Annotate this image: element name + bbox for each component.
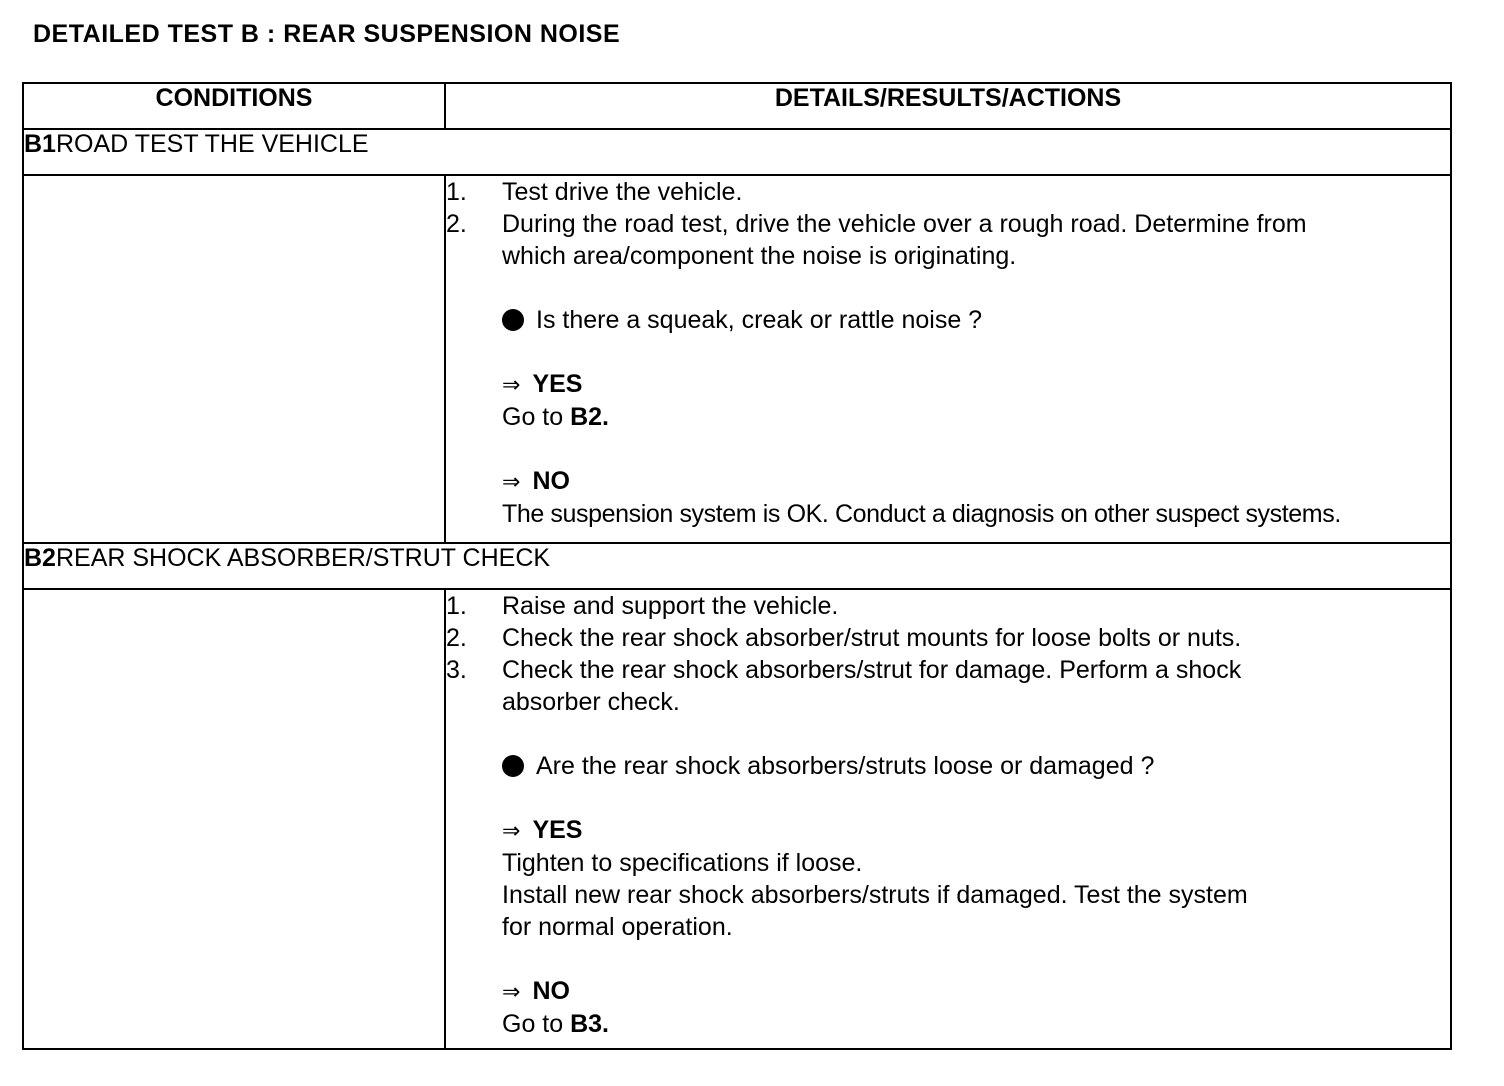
yes-branch-b1 [446,368,1450,401]
conditions-header: CONDITIONS [23,83,445,129]
item-number: 3. [446,656,467,684]
step-reference: B2. [570,403,609,431]
step-title-text: REAR SHOCK ABSORBER/STRUT CHECK [55,544,551,572]
answer-label: NO [532,467,570,495]
question-text: Is there a squeak, creak or rattle noise ? [536,306,983,334]
answer-label: YES [532,816,583,844]
action-text: The suspension system is OK. Conduct a diagnosis on other suspect systems. [502,500,1341,528]
step-code: B2 [24,544,56,572]
conditions-cell-b1 [23,175,445,543]
step-title-b1 [23,129,1451,175]
action-text: Go to [502,403,571,431]
item-text: Check the rear shock absorbers/strut for damage. Perform a shock absorber check. [502,656,1242,716]
yes-action-b2-line1: Tighten to specifications if loose. [502,849,863,877]
diagnostic-table [22,82,1452,1050]
step-body-row-b1 [23,175,1451,543]
step-body-row-b2 [23,589,1451,1049]
details-header: DETAILS/RESULTS/ACTIONS [445,83,1451,129]
conditions-cell-b2 [23,589,445,1049]
answer-label: YES [532,370,583,398]
yes-branch-b2 [446,814,1450,847]
answer-label: NO [532,977,570,1005]
step-code: B1 [24,130,56,158]
item-text: Check the rear shock absorber/strut mounts for loose bolts or nuts. [502,624,1242,652]
no-action-b1 [446,498,1450,530]
arrow-icon: ⇒ [502,818,521,843]
item-number: 1. [446,178,467,206]
item-number: 2. [446,210,467,238]
bullet-icon [502,755,524,777]
question-b1 [446,304,1450,336]
step-reference: B3. [570,1010,609,1038]
item-number: 1. [446,592,467,620]
yes-action-b2-line2: Install new rear shock absorbers/struts if damaged. Test the system for normal operation. [502,881,1248,941]
action-text: Go to [502,1010,571,1038]
no-branch-b2 [446,975,1450,1008]
step-title-b2 [23,543,1451,589]
step-title-text: ROAD TEST THE VEHICLE [55,130,369,158]
table-header-row [23,83,1451,129]
details-cell-b2 [445,589,1451,1049]
step-title-row-b1 [23,129,1451,175]
list-item [446,654,1450,718]
details-cell-b1 [445,175,1451,543]
no-branch-b1 [446,465,1450,498]
list-item [446,176,1450,208]
arrow-icon: ⇒ [502,372,521,397]
step-title-row-b2 [23,543,1451,589]
bullet-icon [502,309,524,331]
list-item [446,208,1450,272]
item-text: Test drive the vehicle. [502,178,743,206]
question-b2 [446,750,1450,782]
page-title: DETAILED TEST B : REAR SUSPENSION NOISE [33,20,621,48]
item-text: Raise and support the vehicle. [502,592,839,620]
item-number: 2. [446,624,467,652]
list-item [446,590,1450,622]
list-item [446,622,1450,654]
no-action-b2 [446,1008,1450,1040]
arrow-icon: ⇒ [502,979,521,1004]
item-text: During the road test, drive the vehicle over a rough road. Determine from which area/component the noise is originating. [502,210,1307,270]
arrow-icon: ⇒ [502,469,521,494]
question-text: Are the rear shock absorbers/struts loose or damaged ? [536,752,1155,780]
yes-action-b1 [446,401,1450,433]
